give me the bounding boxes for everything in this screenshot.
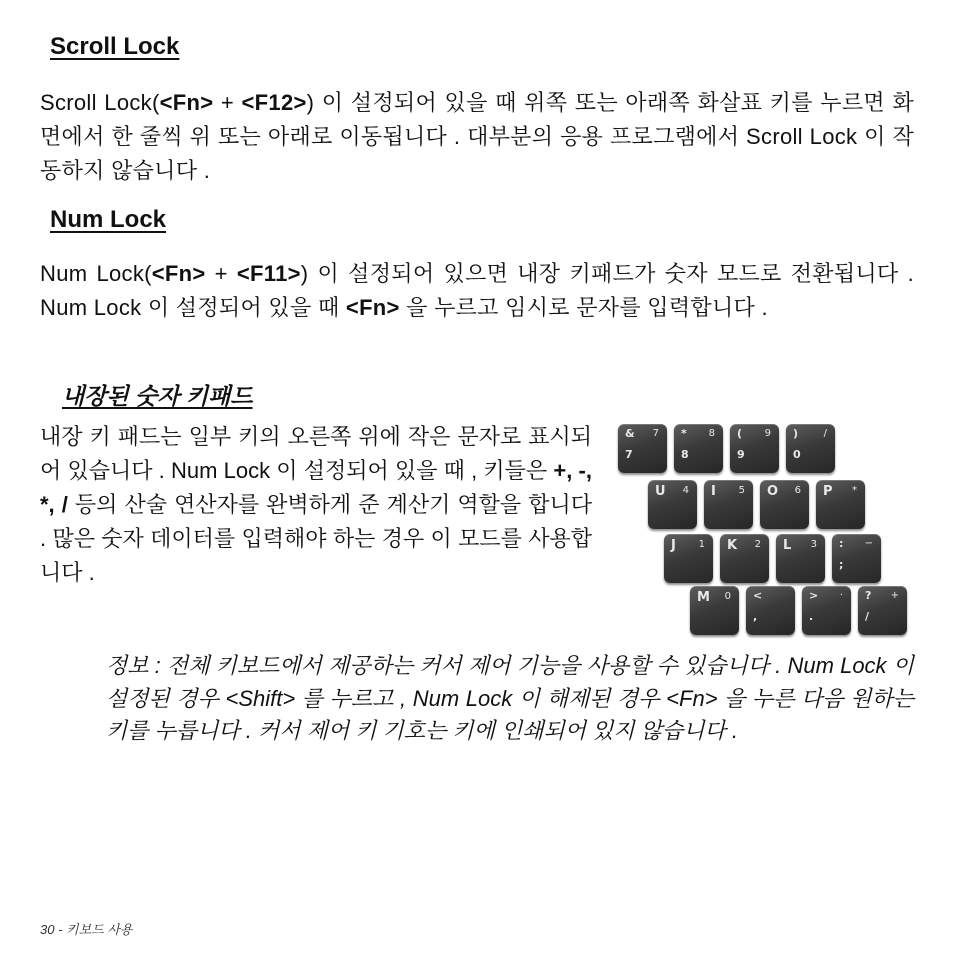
keypad-text-1: 내장 키 패드는 일부 키의 오른쪽 위에 작은 문자로 표시되어 있습니다 . Num Lock 이 설정되어 있을 때 , 키들은 (40, 424, 592, 483)
keypad-key (776, 534, 825, 583)
keypad-key (674, 424, 723, 473)
keycap-legend: , (753, 610, 758, 623)
keycap-legend: 2 (754, 539, 761, 550)
f11-key-label: <F11> (236, 261, 301, 286)
keycap-legend: 1 (698, 539, 705, 550)
keypad-key (648, 480, 697, 529)
keycap-legend: 3 (810, 539, 817, 550)
keycap-legend: · (839, 590, 843, 601)
keycap-legend: 5 (738, 485, 745, 496)
keycap-legend: − (864, 538, 873, 549)
operators-label: +, -, *, / (40, 458, 592, 517)
keycap-legend: K (727, 538, 738, 553)
keycap-legend: < (753, 589, 763, 602)
keycap-legend: . (809, 610, 814, 623)
keypad-key (802, 586, 851, 635)
fn-key-label: <Fn> (151, 261, 206, 286)
info-note (106, 650, 914, 748)
keycap-legend: 8 (708, 428, 715, 439)
keycap-legend: 0 (793, 448, 801, 461)
keycap-legend: P (823, 484, 833, 499)
keycap-legend: ; (839, 558, 844, 571)
keycap-legend: O (767, 484, 779, 499)
keycap-legend: M (697, 590, 710, 605)
keycap-legend: 9 (737, 448, 745, 461)
keypad-key (832, 534, 881, 583)
f12-key-label: <F12> (241, 90, 307, 115)
keycap-legend: * (681, 427, 687, 440)
note-text-1: 정보 : 전체 키보드에서 제공하는 커서 제어 기능을 사용할 수 있습니다 . Num Lock 이 설정된 경우 (106, 653, 914, 711)
keycap-legend: & (625, 427, 635, 440)
scroll-lock-paragraph (40, 86, 914, 188)
keypad-key (704, 480, 753, 529)
keypad-key (720, 534, 769, 583)
embedded-keypad-heading: 내장된 숫자 키패드 (62, 383, 253, 409)
keycap-legend: 4 (682, 485, 689, 496)
keycap-legend: / (823, 428, 827, 439)
keypad-key (618, 424, 667, 473)
keypad-key (858, 586, 907, 635)
scroll-lock-heading: Scroll Lock (50, 33, 180, 60)
shift-key-label: <Shift> (225, 685, 296, 711)
num-lock-paragraph (40, 257, 914, 325)
keycap-legend: L (783, 538, 792, 553)
keypad-key (664, 534, 713, 583)
keypad-key (786, 424, 835, 473)
keycap-legend: U (655, 484, 666, 499)
keycap-legend: : (839, 537, 844, 550)
num-lock-text-1: Num Lock( (40, 261, 152, 286)
fn-key-label: <Fn> (345, 295, 400, 320)
keypad-key (690, 586, 739, 635)
note-text-2: 를 누르고 , Num Lock 이 해제된 경우 (295, 685, 667, 711)
keypad-key (730, 424, 779, 473)
keycap-legend: 7 (652, 428, 659, 439)
keycap-legend: * (852, 485, 857, 496)
fn-key-label: <Fn> (666, 685, 718, 711)
fn-key-label: <Fn> (159, 90, 214, 115)
keycap-legend: / (865, 610, 870, 623)
keycap-legend: 8 (681, 448, 689, 461)
keycap-legend: 0 (724, 591, 731, 602)
keycap-legend: J (671, 538, 676, 553)
note-text-3: 을 누른 다음 원하는 키를 누릅니다 . 커서 제어 키 기호는 키에 인쇄되어 있지 않습니다 . (106, 685, 914, 743)
plus-text: + (205, 261, 237, 286)
keypad-key (760, 480, 809, 529)
num-lock-heading: Num Lock (50, 206, 167, 233)
keycap-legend: 9 (764, 428, 771, 439)
keycap-legend: + (890, 590, 899, 601)
scroll-lock-text-2: ) 이 설정되어 있을 때 위쪽 또는 아래쪽 화살표 키를 누르면 화면에서 한 줄씩 위 또는 아래로 이동됩니다 . 대부분의 응용 프로그램에서 Scroll Lock 이 작동하지 않습니다 . (40, 90, 914, 183)
plus-text: + (213, 90, 242, 115)
scroll-lock-text-1: Scroll Lock( (40, 90, 160, 115)
keypad-image (618, 424, 914, 638)
keycap-legend: ( (737, 427, 743, 440)
keycap-legend: I (711, 484, 716, 499)
keypad-key (746, 586, 795, 635)
page-footer: 30 - 키보드 사용 (40, 922, 133, 937)
keycap-legend: 6 (794, 485, 801, 496)
embedded-keypad-paragraph (40, 420, 592, 590)
keycap-legend: ) (793, 427, 799, 440)
num-lock-text-3: 을 누르고 임시로 문자를 입력합니다 . (399, 295, 768, 320)
keycap-legend: > (809, 589, 819, 602)
keypad-key (816, 480, 865, 529)
keycap-legend: ? (865, 589, 872, 602)
keypad-text-2: 등의 산술 연산자를 완벽하게 준 계산기 역할을 합니다 . 많은 숫자 데이터를 입력해야 하는 경우 이 모드를 사용합니다 . (40, 492, 592, 585)
keycap-legend: 7 (625, 448, 633, 461)
num-lock-text-2: ) 이 설정되어 있으면 내장 키패드가 숫자 모드로 전환됩니다 . Num Lock 이 설정되어 있을 때 (40, 261, 914, 320)
